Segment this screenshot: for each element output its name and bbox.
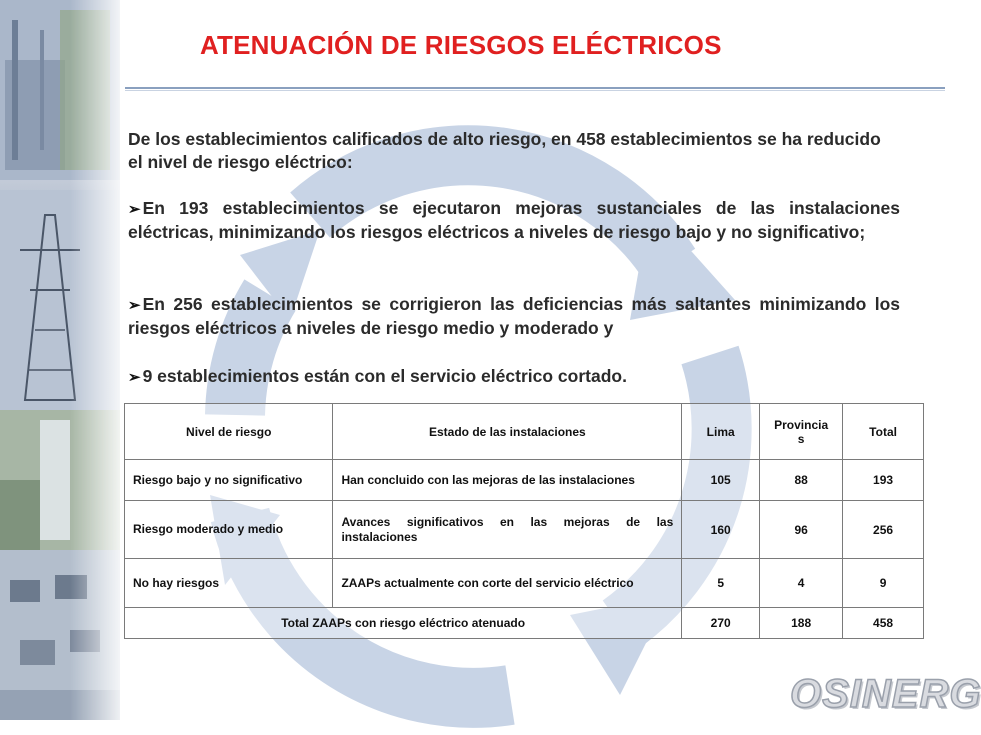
slide-title: ATENUACIÓN DE RIESGOS ELÉCTRICOS [200,30,722,60]
table-total-row [125,608,924,639]
cell-total: 9 [843,559,924,608]
col-header-total: Total [843,404,924,460]
cell-total-provincias: 188 [760,608,843,639]
col-header-estado: Estado de las instalaciones [333,404,682,460]
cell-lima: 105 [682,460,760,501]
table-row [125,460,924,501]
intro-paragraph: De los establecimientos calificados de alto riesgo, en 458 establecimientos se ha reducido el nivel de riesgo eléctrico: [128,129,881,172]
bullet-item-1 [128,197,900,244]
cell-nivel: Riesgo moderado y medio [125,501,333,559]
cell-total: 256 [843,501,924,559]
bullet-text-3: 9 establecimientos están con el servicio eléctrico cortado. [142,366,627,386]
cell-provincias: 96 [760,501,843,559]
cell-nivel: No hay riesgos [125,559,333,608]
osinerg-logo: OSINERG [790,672,981,716]
cell-grand-total: 458 [843,608,924,639]
cell-nivel: Riesgo bajo y no significativo [125,460,333,501]
table-row [125,501,924,559]
cell-lima: 5 [682,559,760,608]
cell-total-label: Total ZAAPs con riesgo eléctrico atenuado [125,608,682,639]
arrow-bullet-icon: ➢ [128,201,141,218]
col-header-provincias: Provincia s [760,404,843,460]
cell-lima: 160 [682,501,760,559]
cell-provincias: 88 [760,460,843,501]
bullet-text-2: En 256 establecimientos se corrigieron las deficiencias más saltantes minimizando los riesgos eléctricos a niveles de riesgo medio y moderado y [128,294,900,338]
col-header-lima: Lima [682,404,760,460]
arrow-bullet-icon: ➢ [128,369,141,386]
arrow-bullet-icon: ➢ [128,297,141,314]
table-header-row [125,404,924,460]
bullet-text-1: En 193 establecimientos se ejecutaron mejoras sustanciales de las instalaciones eléctricas, minimizando los riesgos eléctricos a niveles de riesgo bajo y no significativo; [128,198,900,242]
cell-total: 193 [843,460,924,501]
risk-table [124,403,924,639]
cell-estado: ZAAPs actualmente con corte del servicio eléctrico [333,559,682,608]
title-divider-thin [125,90,945,91]
title-divider [125,87,945,89]
table-row [125,559,924,608]
decorative-photo-strip [0,0,120,720]
bullet-item-2 [128,293,900,340]
cell-estado: Han concluido con las mejoras de las instalaciones [333,460,682,501]
cell-provincias: 4 [760,559,843,608]
cell-estado: Avances significativos en las mejoras de las instalaciones [333,501,682,559]
cell-total-lima: 270 [682,608,760,639]
col-header-nivel: Nivel de riesgo [125,404,333,460]
bullet-item-3 [128,365,900,389]
